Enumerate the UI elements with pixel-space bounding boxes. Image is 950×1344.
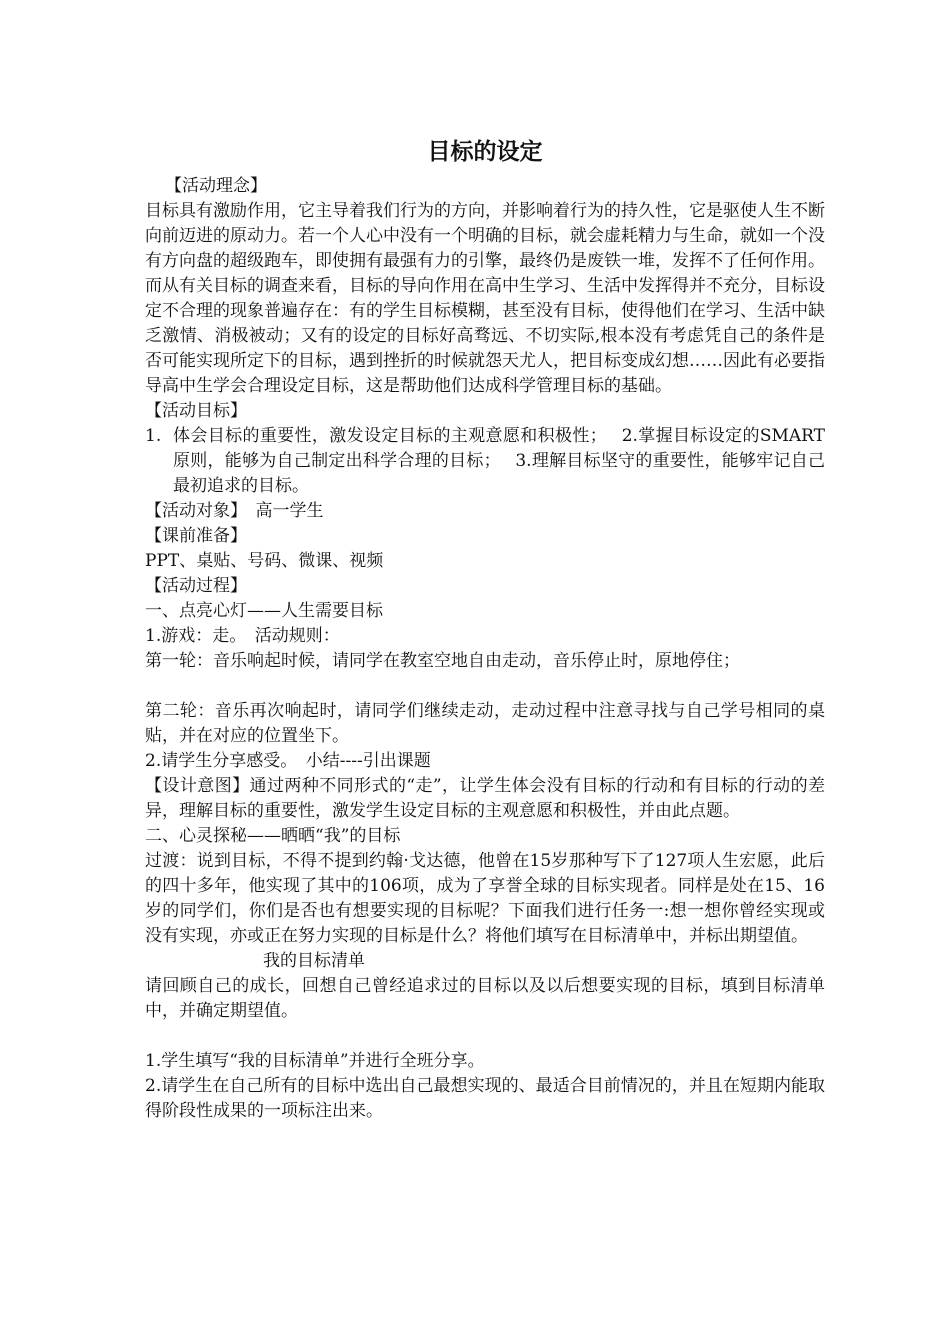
goal-list-item xyxy=(145,424,825,499)
blank-line xyxy=(145,1024,825,1049)
part2-title: 二、心灵探秘——晒晒“我”的目标 xyxy=(145,826,401,846)
prep-heading: 【课前准备】 xyxy=(145,526,247,546)
goal-heading: 【活动目标】 xyxy=(145,401,247,421)
design-intent: 【设计意图】通过两种不同形式的“走”，让学生体会没有目标的行动和有目标的行动的差异，理解目标的重要性，激发学生设定目标的主观意愿和积极性，并由此点题。 xyxy=(145,776,825,821)
list-instruction: 请回顾自己的成长，回想自己曾经追求过的目标以及以后想要实现的目标，填到目标清单中，并确定期望值。 xyxy=(145,976,825,1021)
page-title: 目标的设定 xyxy=(427,139,543,165)
share-line: 2.请学生分享感受。 小结----引出课题 xyxy=(145,751,431,771)
blank-line xyxy=(145,674,825,699)
concept-paragraph: 目标具有激励作用，它主导着我们行为的方向，并影响着行为的持久性，它是驱使人生不断向前迈进的原动力。若一个人心中没有一个明确的目标，就会虚耗精力与生命，就如一个没有方向盘的超级跑车，即使拥有最强有力的引擎，最终仍是废铁一堆，发挥不了任何作用。而从有关目标的调查来看，目标的导向作用在高中生学习、生活中发挥得并不充分，目标设定不合理的现象普遍存在：有的学生目标模糊，甚至没有目标，使得他们在学习、生活中缺乏激情、消极被动；又有的设定的目标好高骛远、不切实际,根本没有考虑凭自己的条件是否可能实现所定下的目标，遇到挫折的时候就怨天尤人，把目标变成幻想……因此有必要指导高中生学会合理设定目标，这是帮助他们达成科学管理目标的基础。 xyxy=(145,201,825,396)
goal-list-text: 体会目标的重要性，激发设定目标的主观意愿和积极性； 2.掌握目标设定的SMART原则，能够为自己制定出科学合理的目标； 3.理解目标坚守的重要性，能够牢记自己最初追求的目标。 xyxy=(173,426,825,496)
prep-text: PPT、桌贴、号码、微课、视频 xyxy=(145,551,384,571)
round2-text: 第二轮：音乐再次响起时，请同学们继续走动，走动过程中注意寻找与自己学号相同的桌贴，并在对应的位置坐下。 xyxy=(145,701,825,746)
target-line: 【活动对象】 高一学生 xyxy=(145,501,324,521)
process-heading: 【活动过程】 xyxy=(145,576,247,596)
goal-list-title: 我的目标清单 xyxy=(263,951,365,971)
part1-title: 一、点亮心灯——人生需要目标 xyxy=(145,601,383,621)
round1-text: 第一轮：音乐响起时候，请同学在教室空地自由走动，音乐停止时，原地停住； xyxy=(145,651,740,671)
goal-list-number: 1. xyxy=(145,426,162,446)
document-body xyxy=(145,136,825,1124)
game-line: 1.游戏：走。 活动规则： xyxy=(145,626,340,646)
transition-paragraph: 过渡：说到目标，不得不提到约翰·戈达德，他曾在15岁那种写下了127项人生宏愿，此后的四十多年，他实现了其中的106项，成为了享誉全球的目标实现者。同样是处在15、16岁的同学们，你们是否也有想要实现的目标呢？下面我们进行任务一:想一想你曾经实现或没有实现，亦或正在努力实现的目标是什么？将他们填写在目标清单中，并标出期望值。 xyxy=(145,851,825,946)
step1-text: 1.学生填写“我的目标清单”并进行全班分享。 xyxy=(145,1051,485,1071)
concept-heading: 【活动理念】 xyxy=(165,176,267,196)
step2-text: 2.请学生在自己所有的目标中选出自己最想实现的、最适合目前情况的，并且在短期内能取得阶段性成果的一项标注出来。 xyxy=(145,1076,825,1121)
